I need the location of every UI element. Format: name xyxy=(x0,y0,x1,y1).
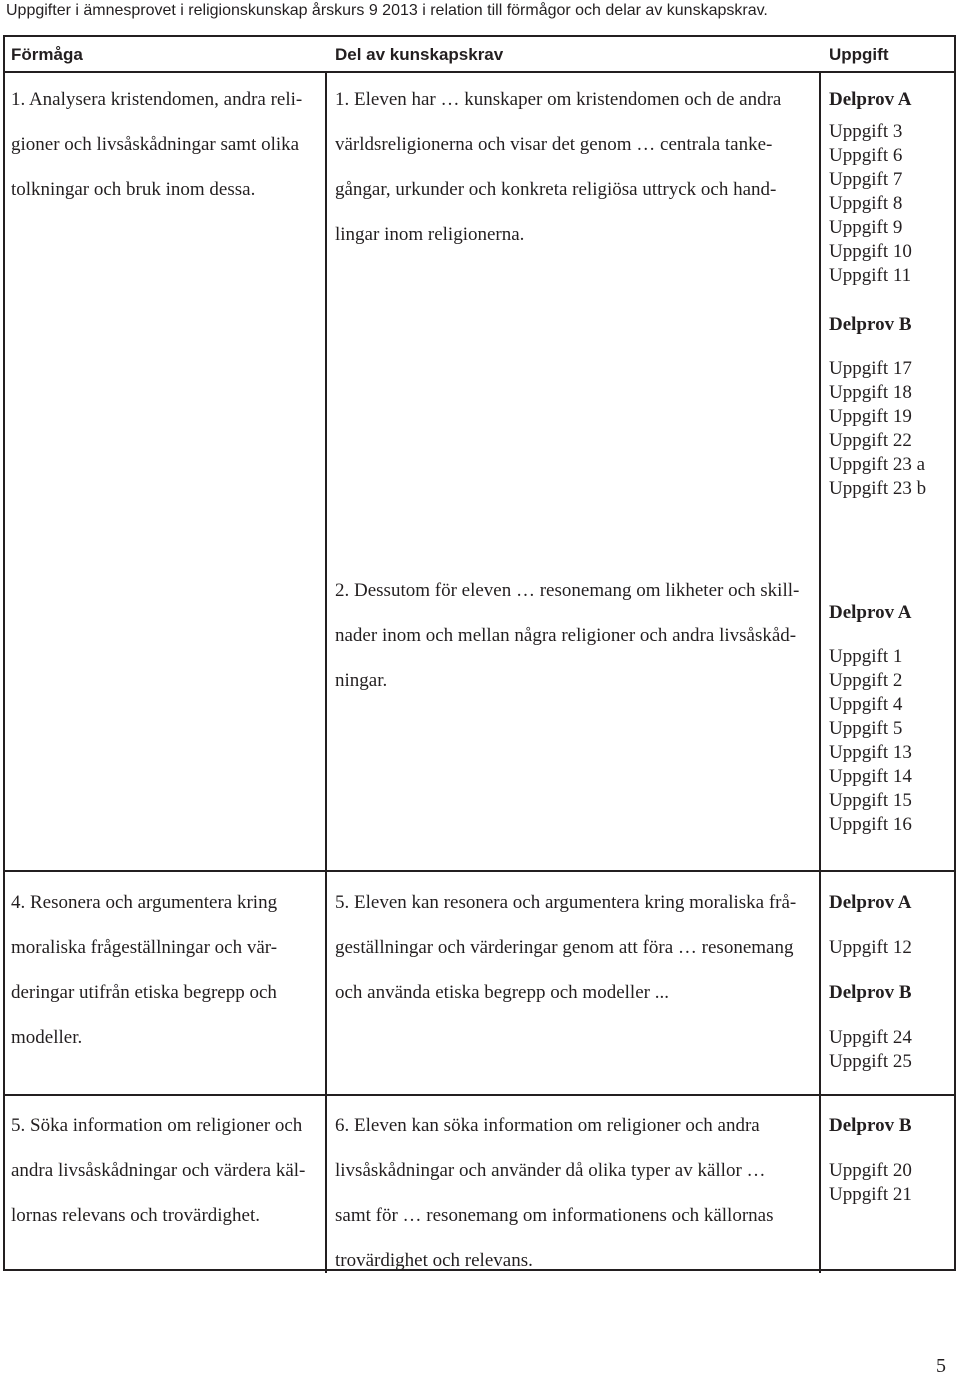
text-line: moraliska frågeställningar och vär- xyxy=(11,937,278,958)
uppgift-item: Uppgift 6 xyxy=(829,145,903,166)
uppgift-item: Uppgift 5 xyxy=(829,718,903,739)
uppgift-item: Uppgift 24 xyxy=(829,1027,912,1048)
header-kunskapskrav: Del av kunskapskrav xyxy=(335,45,504,64)
uppgift-item: Uppgift 20 xyxy=(829,1160,912,1181)
uppgift-item: Uppgift 25 xyxy=(829,1051,912,1072)
text-line: 4. Resonera och argumentera kring xyxy=(11,892,278,913)
row-divider-1 xyxy=(5,870,954,872)
uppgift-item: Uppgift 8 xyxy=(829,193,903,214)
uppgift-item: Uppgift 17 xyxy=(829,358,912,379)
row1-kunskapskrav-2 xyxy=(335,568,799,703)
uppgift-item: Uppgift 1 xyxy=(829,646,903,667)
header-divider xyxy=(5,71,954,73)
text-line: 1. Eleven har … kunskaper om kristendomen och de andra xyxy=(335,89,782,110)
uppgift-item: Uppgift 12 xyxy=(829,937,912,958)
text-line: 1. Analysera kristendomen, andra reli- xyxy=(11,89,303,110)
text-line: livsåskådningar och använder då olika typer av källor … xyxy=(335,1160,766,1181)
uppgift-item: Uppgift 21 xyxy=(829,1184,912,1205)
row-divider-2 xyxy=(5,1094,954,1096)
row2-kunskapskrav xyxy=(335,880,796,1015)
row2-uppgift xyxy=(829,880,912,1074)
text-line: 5. Eleven kan resonera och argumentera kring moraliska frå- xyxy=(335,892,797,913)
row3-kunskapskrav xyxy=(335,1103,773,1283)
text-line: deringar utifrån etiska begrepp och xyxy=(11,982,277,1003)
uppgift-item: Uppgift 13 xyxy=(829,742,912,763)
page-number: 5 xyxy=(936,1355,946,1377)
uppgift-item: Uppgift 23 b xyxy=(829,478,927,499)
header-formaga: Förmåga xyxy=(11,45,83,64)
column-divider-2 xyxy=(819,71,821,1273)
delprov-label: Delprov B xyxy=(829,982,912,1003)
text-line: geställningar och värderingar genom att föra … resonemang xyxy=(335,937,794,958)
text-line: modeller. xyxy=(11,1027,83,1048)
text-line: andra livsåskådningar och värdera käl- xyxy=(11,1160,306,1181)
text-line: och använda etiska begrepp och modeller ... xyxy=(335,982,669,1003)
row1-uppgift-group2 xyxy=(829,598,912,837)
text-line: världsreligionerna och visar det genom … centrala tanke- xyxy=(335,134,773,155)
row3-uppgift xyxy=(829,1103,912,1207)
page-title: Uppgifter i ämnesprovet i religionskunskap årskurs 9 2013 i relation till förmågor och delar av kunskapskrav. xyxy=(6,2,768,19)
delprov-label: Delprov A xyxy=(829,89,912,110)
row1-kunskapskrav-1 xyxy=(335,77,781,257)
uppgift-item: Uppgift 9 xyxy=(829,217,903,238)
text-line: gioner och livsåskådningar samt olika xyxy=(11,134,300,155)
task-table xyxy=(3,35,956,1271)
text-line: gångar, urkunder och konkreta religiösa uttryck och hand- xyxy=(335,179,777,200)
uppgift-item: Uppgift 3 xyxy=(829,121,903,142)
uppgift-item: Uppgift 7 xyxy=(829,169,903,190)
text-line: tolkningar och bruk inom dessa. xyxy=(11,179,256,200)
row3-formaga xyxy=(11,1103,305,1238)
uppgift-item: Uppgift 22 xyxy=(829,430,912,451)
uppgift-item: Uppgift 15 xyxy=(829,790,912,811)
text-line: 5. Söka information om religioner och xyxy=(11,1115,303,1136)
column-divider-1 xyxy=(325,71,327,1273)
uppgift-item: Uppgift 16 xyxy=(829,814,912,835)
delprov-label: Delprov A xyxy=(829,602,912,623)
text-line: lornas relevans och trovärdighet. xyxy=(11,1205,261,1226)
text-line: 6. Eleven kan söka information om religioner och andra xyxy=(335,1115,760,1136)
text-line: ningar. xyxy=(335,670,388,691)
text-line: trovärdighet och relevans. xyxy=(335,1250,533,1271)
row2-formaga xyxy=(11,880,277,1060)
uppgift-item: Uppgift 11 xyxy=(829,265,912,286)
delprov-label: Delprov B xyxy=(829,314,912,335)
uppgift-item: Uppgift 4 xyxy=(829,694,903,715)
delprov-label: Delprov B xyxy=(829,1115,912,1136)
row1-formaga xyxy=(11,77,302,212)
text-line: samt för … resonemang om informationens och källornas xyxy=(335,1205,774,1226)
header-uppgift: Uppgift xyxy=(829,45,889,64)
uppgift-item: Uppgift 10 xyxy=(829,241,912,262)
uppgift-item: Uppgift 19 xyxy=(829,406,912,427)
uppgift-item: Uppgift 23 a xyxy=(829,454,926,475)
uppgift-item: Uppgift 2 xyxy=(829,670,903,691)
text-line: nader inom och mellan några religioner och andra livsåskåd- xyxy=(335,625,797,646)
uppgift-item: Uppgift 14 xyxy=(829,766,912,787)
text-line: 2. Dessutom för eleven … resonemang om likheter och skill- xyxy=(335,580,800,601)
text-line: lingar inom religionerna. xyxy=(335,224,525,245)
uppgift-item: Uppgift 18 xyxy=(829,382,912,403)
delprov-label: Delprov A xyxy=(829,892,912,913)
row1-uppgift-group1 xyxy=(829,85,926,501)
